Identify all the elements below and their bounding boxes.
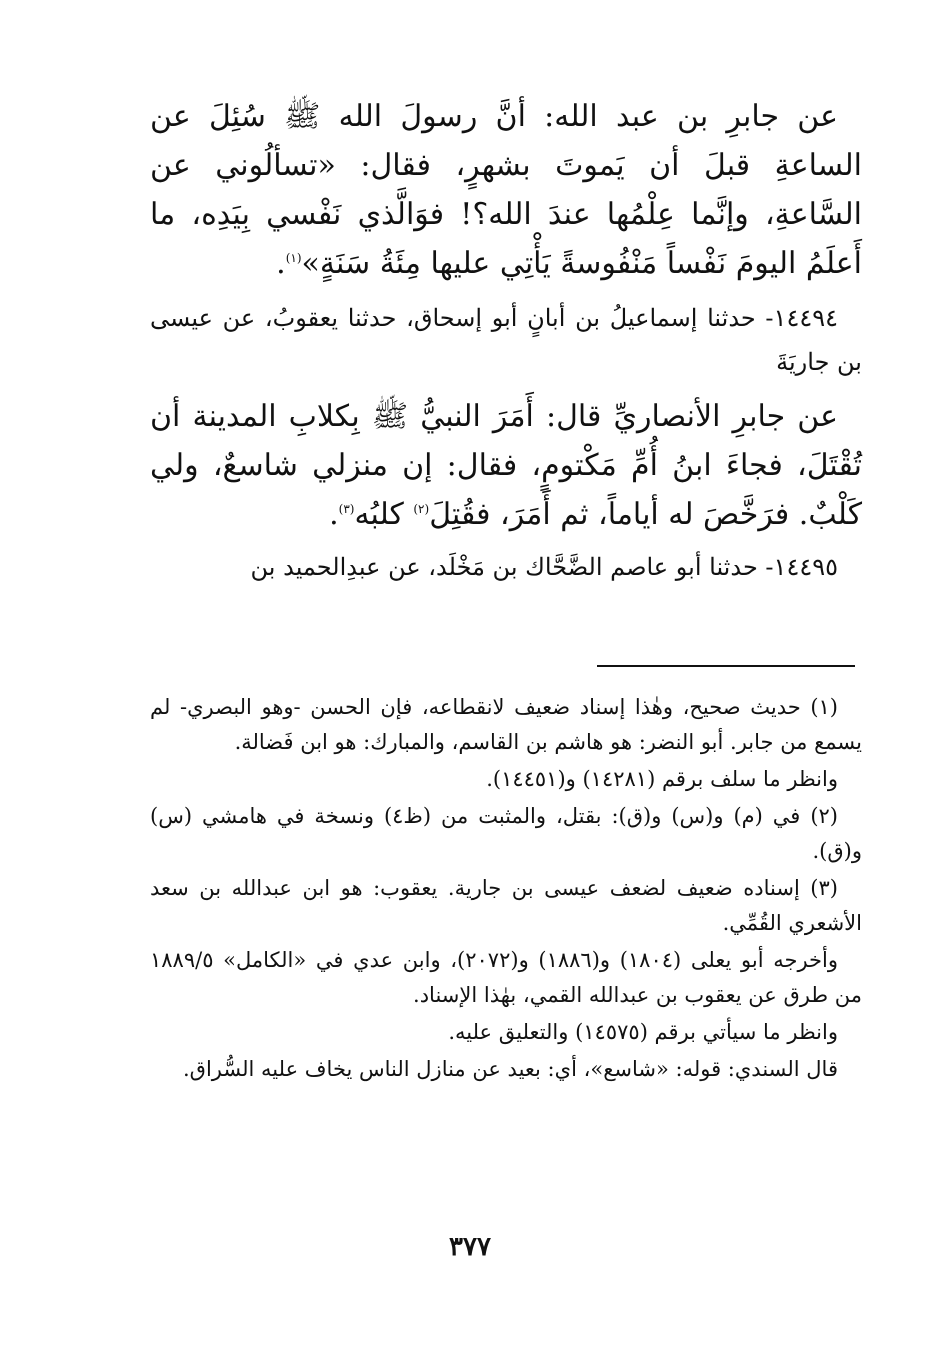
isnad-14495: ١٤٤٩٥- حدثنا أبو عاصم الضَّحَّاك بن مَخْلَد، عن عبدِالحميد بن xyxy=(250,553,838,581)
footnote-3-takhrij: وأخرجه أبو يعلى (١٨٠٤) و(١٨٨٦) و(٢٠٧٢)، وابن عدي في «الكامل» ١٨٨٩/٥ من طرق عن يعقوب بن عبدالله القمي، بهٰذا الإسناد. xyxy=(150,948,862,1007)
footnote-1-continued: وانظر ما سلف برقم (١٤٢٨١) و(١٤٤٥١). xyxy=(486,767,838,791)
hadith-text-1-end: . xyxy=(276,246,286,281)
footnote-2: (٢) في (م) و(س) و(ق): بقتل، والمثبت من (ظ٤) ونسخة في هامشي (س) و(ق). xyxy=(150,804,862,863)
page-number: ٣٧٧ xyxy=(449,1232,491,1262)
footnote-separator xyxy=(597,665,855,667)
footnote-1: (١) حديث صحيح، وهٰذا إسناد ضعيف لانقطاعه، فإن الحسن -وهو البصري- لم يسمع من جابر. أبو النضر: هو هاشم بن القاسم، والمبارك: هو ابن فَضالة. xyxy=(150,695,862,754)
footnotes-section xyxy=(150,690,862,1089)
footnote-ref-3: (٣) xyxy=(338,502,355,516)
hadith-text-1-body: عن جابرِ بن عبد الله: أنَّ رسولَ الله ﷺ سُئِلَ عن الساعةِ قبلَ أن يَموتَ بشهرٍ، فقال: «تسألُوني عن السَّاعةِ، وإنَّما عِلْمُها عندَ الله؟! فوَالَّذي نَفْسي بِيَدِه، ما أَعلَمُ اليومَ نَفْساً مَنْفُوسةً يَأْتِي عليها مِئَةُ سَنَةٍ» xyxy=(150,99,862,281)
footnote-3: (٣) إسناده ضعيف لضعف عيسى بن جارية. يعقوب: هو ابن عبدالله بن سعد الأشعري القُمِّي. xyxy=(150,876,862,935)
hadith-text-2-tail: كلبُه xyxy=(354,497,414,532)
isnad-14494: ١٤٤٩٤- حدثنا إسماعيلُ بن أبانٍ أبو إسحاق، حدثنا يعقوبُ، عن عيسى بن جاريَةَ xyxy=(150,304,862,376)
footnote-ref-1: (١) xyxy=(285,251,302,265)
footnote-3-sindi: قال السندي: قوله: «شاسع»، أي: بعيد عن منازل الناس يخاف عليه السُّراق. xyxy=(182,1057,838,1081)
footnote-3-crossref: وانظر ما سيأتي برقم (١٤٥٧٥) والتعليق عليه. xyxy=(448,1020,838,1044)
hadith-text-2-body: عن جابرِ الأنصاريِّ قال: أَمَرَ النبيُّ ﷺ بِكلابِ المدينة أن تُقْتَلَ، فجاءَ ابنُ أُمِّ مَكْتومٍ، فقال: إن منزلي شاسعٌ، ولي كَلْبٌ. فرَخَّصَ له أياماً، ثم أَمَرَ، فقُتِلَ xyxy=(150,399,862,532)
hadith-text-1 xyxy=(150,92,862,288)
main-text-column xyxy=(150,92,862,589)
hadith-text-2 xyxy=(150,392,862,539)
hadith-text-2-end: . xyxy=(329,497,339,532)
footnote-ref-2: (٢) xyxy=(413,502,430,516)
